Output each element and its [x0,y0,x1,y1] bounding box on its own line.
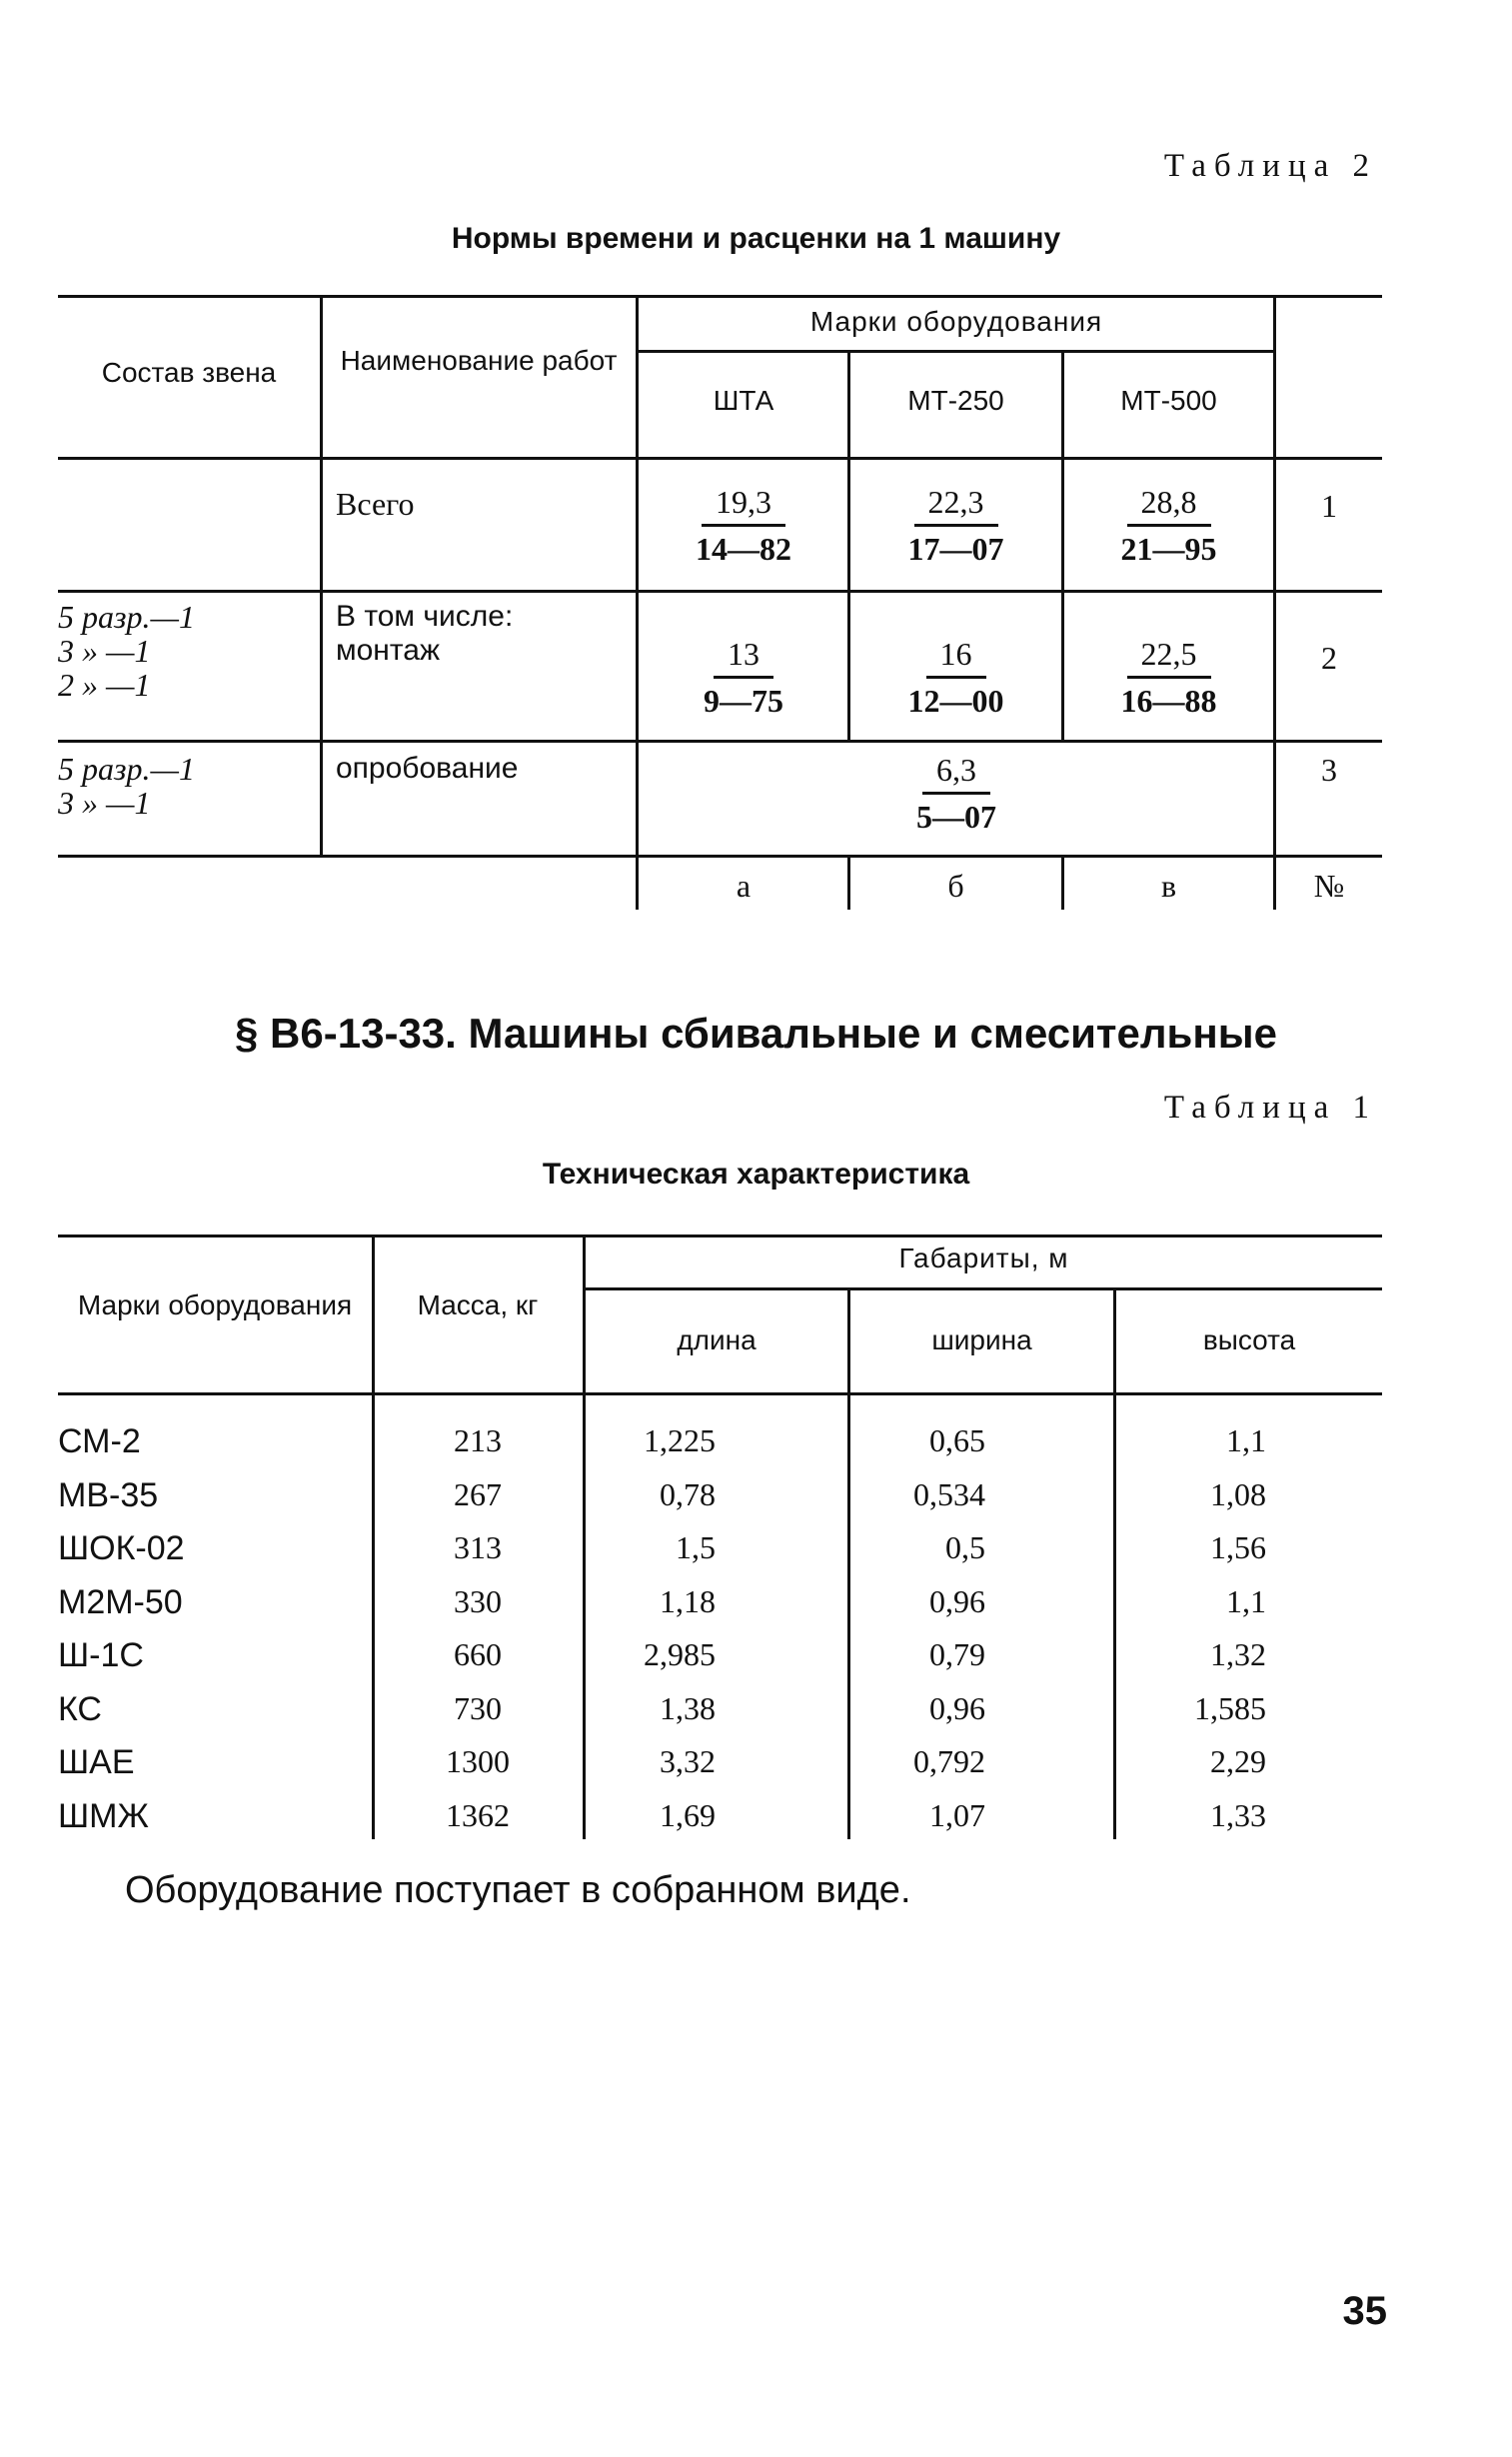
header-mass: Масса, кг [417,1289,539,1320]
table1-row-2-width: 0,534 [913,1475,985,1512]
header-col-sta: ШТА [713,385,774,416]
note-text: Оборудование поступает в собранном виде. [125,1869,911,1911]
table1-row-6-height: 1,585 [1194,1689,1266,1726]
table1-row-4-height: 1,1 [1226,1582,1266,1619]
table2-title: Нормы времени и расценки на 1 машину [451,222,1061,255]
table1-row-6-width: 0,96 [929,1689,985,1726]
row2-val-mt250: $\frac{16}{12—00}$ [850,632,1061,723]
table1-row-5-length: 2,985 [644,1636,716,1672]
table1-row-5-mass: 660 [454,1636,502,1672]
header-brands: Марки оборудования [809,306,1103,337]
table1-row-4-width: 0,96 [929,1582,985,1619]
table1-row-7-height: 2,29 [1210,1743,1266,1779]
table1-row-8-brand: ШМЖ [58,1796,149,1835]
table1-row-3-height: 1,56 [1210,1529,1266,1565]
table1-row-3-width: 0,5 [945,1529,985,1565]
row2-val-sta: $\frac{13}{9—75}$ [640,632,847,723]
table1-row-5-height: 1,32 [1210,1636,1266,1672]
table1-row-7-brand: ШАЕ [58,1743,135,1781]
footer-v: в [1160,868,1177,904]
header-crew: Состав звена [101,357,277,388]
header-length: длина [677,1324,756,1355]
table1-row-5-width: 0,79 [929,1636,985,1672]
footer-b: б [947,868,964,904]
table1-row-7-mass: 1300 [446,1743,510,1779]
table1-row-2-mass: 267 [454,1475,502,1512]
table2-label: Таблица 2 [1163,148,1377,184]
table1-row-4-mass: 330 [454,1582,502,1619]
table1-row-3-brand: ШОК-02 [58,1529,185,1567]
row1-val-mt250: $\frac{22,3}{17—07}$ [850,480,1061,571]
row1-val-sta: $\frac{19,3}{14—82}$ [640,480,847,571]
row2-no: 2 [1321,640,1337,676]
header-col-mt500: МТ-500 [1120,385,1217,416]
table1-row-7-width: 0,792 [913,1743,985,1779]
table1-row-6-brand: КС [58,1689,102,1728]
header-height: высота [1202,1324,1296,1355]
row3-crew: 5 разр.—1 3 » —1 [58,751,195,821]
header-brand: Марки оборудования [77,1289,353,1320]
header-width: ширина [931,1324,1032,1355]
table1-row-3-length: 1,5 [676,1529,716,1565]
header-col-mt250: МТ-250 [907,385,1004,416]
table1-row-1-width: 0,65 [929,1422,985,1458]
table1-row-4-length: 1,18 [660,1582,716,1619]
table1-row-8-height: 1,33 [1210,1796,1266,1833]
table1-row-1-length: 1,225 [644,1422,716,1458]
page-number: 35 [1342,2289,1387,2333]
table1-row-2-height: 1,08 [1210,1475,1266,1512]
table1-row-2-brand: МВ-35 [58,1475,159,1514]
table1-row-7-length: 3,32 [660,1743,716,1779]
table1-row-2-length: 0,78 [660,1475,716,1512]
table1-row-4-brand: М2М-50 [58,1582,183,1621]
table1-row-1-brand: СМ-2 [58,1422,141,1460]
table1-row-3-mass: 313 [454,1529,502,1565]
table1-row-8-length: 1,69 [660,1796,716,1833]
table1-row-8-width: 1,07 [929,1796,985,1833]
row1-work: Всего [336,486,415,522]
table1-row-1-height: 1,1 [1226,1422,1266,1458]
table1-row-8-mass: 1362 [446,1796,510,1833]
row1-no: 1 [1321,488,1337,524]
header-dims: Габариты, м [898,1242,1069,1273]
table1-row-6-mass: 730 [454,1689,502,1726]
row1-val-mt500: $\frac{28,8}{21—95}$ [1064,480,1273,571]
footer-no: № [1313,868,1345,904]
section-title: § В6-13-33. Машины сбивальные и смесительные [235,1010,1277,1057]
table1-row-5-brand: Ш-1С [58,1636,144,1674]
row3-work: опробование [336,752,519,785]
table1-row-1-mass: 213 [454,1422,502,1458]
header-work: Наименование работ [340,345,618,376]
row3-no: 3 [1321,752,1337,788]
table1-row-6-length: 1,38 [660,1689,716,1726]
row3-val-merged: $\frac{6,3}{5—07}$ [640,748,1273,839]
table1-title: Техническая характеристика [542,1158,970,1191]
row2-val-mt500: $\frac{22,5}{16—88}$ [1064,632,1273,723]
row2-crew: 5 разр.—1 3 » —1 2 » —1 [58,599,195,703]
footer-a: а [736,868,752,904]
table1-label: Таблица 1 [1163,1090,1377,1126]
row2-work: В том числе: монтаж [336,600,514,667]
